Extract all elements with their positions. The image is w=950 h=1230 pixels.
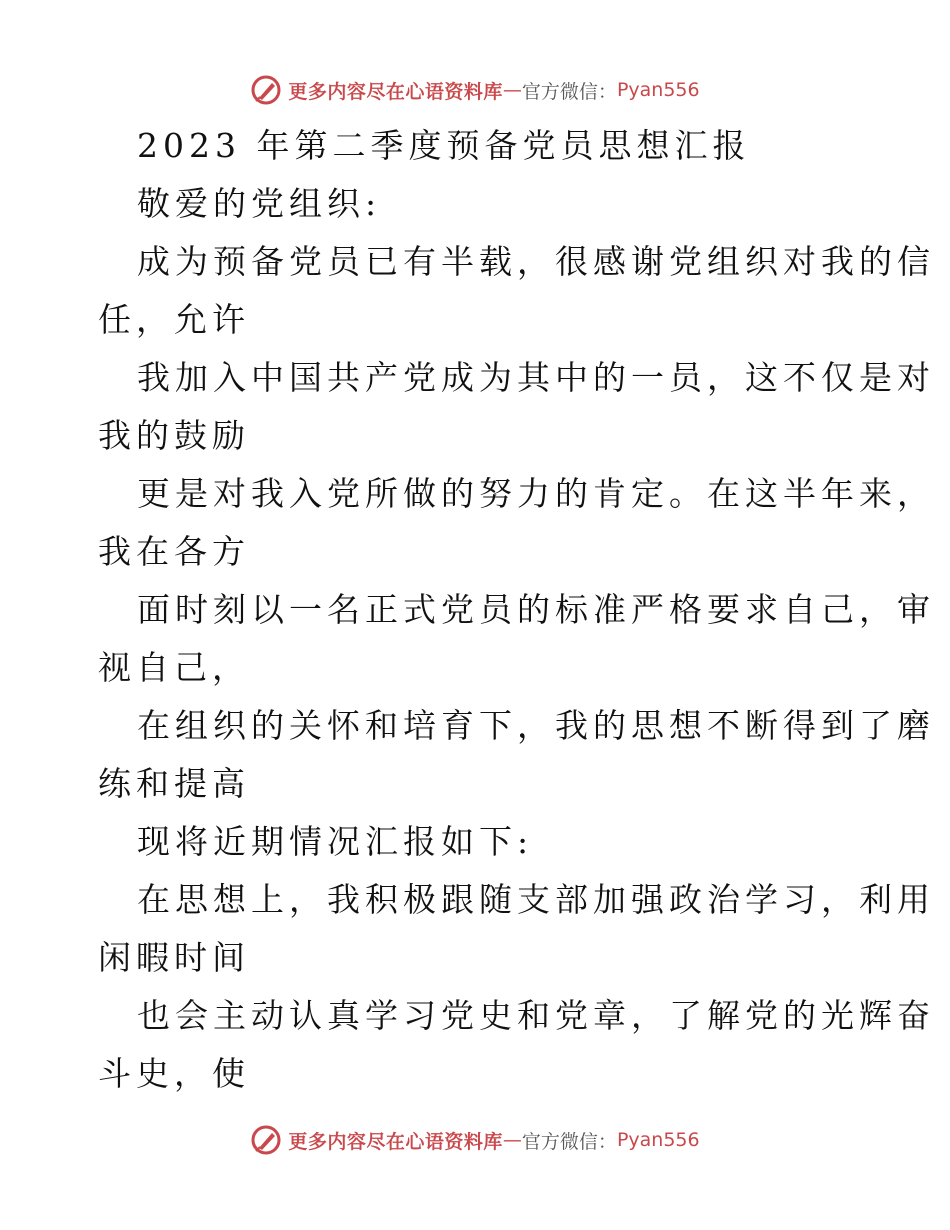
footer-banner [0, 1120, 950, 1160]
body-line: 更是对我入党所做的努力的肯定。在这半年来， [137, 474, 935, 513]
body-line: 成为预备党员已有半载，很感谢党组织对我的信 [137, 242, 935, 281]
body-line: 练和提高 [98, 764, 250, 803]
salutation: 敬爱的党组织: [137, 184, 382, 223]
banner-separator: — [502, 1129, 522, 1151]
banner-title: 更多内容尽在心语资料库 [288, 80, 503, 103]
body-line: 在思想上，我积极跟随支部加强政治学习，利用 [137, 880, 935, 919]
banner-wechat-id: Pyan556 [616, 79, 700, 101]
body-line: 闲暇时间 [98, 938, 250, 977]
banner-title: 更多内容尽在心语资料库 [288, 1130, 503, 1153]
body-line: 斗史，使 [98, 1054, 250, 1093]
body-line: 现将近期情况汇报如下: [137, 822, 534, 861]
quill-in-circle-icon [250, 74, 282, 106]
body-line: 面时刻以一名正式党员的标准严格要求自己，审 [137, 590, 935, 629]
banner-wechat-label: 官方微信： [521, 80, 617, 103]
banner-separator: — [502, 79, 522, 101]
banner-wechat-label: 官方微信： [521, 1130, 617, 1153]
header-banner [0, 70, 950, 110]
banner-wechat-id: Pyan556 [616, 1129, 700, 1151]
body-line: 也会主动认真学习党史和党章，了解党的光辉奋 [137, 996, 935, 1035]
quill-in-circle-icon [250, 1124, 282, 1156]
body-line: 我的鼓励 [98, 416, 250, 455]
body-line: 在组织的关怀和培育下，我的思想不断得到了磨 [137, 706, 935, 745]
body-line: 我加入中国共产党成为其中的一员，这不仅是对 [137, 358, 935, 397]
document-title: 2023 年第二季度预备党员思想汇报 [137, 126, 751, 165]
body-line: 我在各方 [98, 532, 250, 571]
body-line: 视自己， [98, 648, 250, 687]
body-line: 任，允许 [98, 300, 250, 339]
